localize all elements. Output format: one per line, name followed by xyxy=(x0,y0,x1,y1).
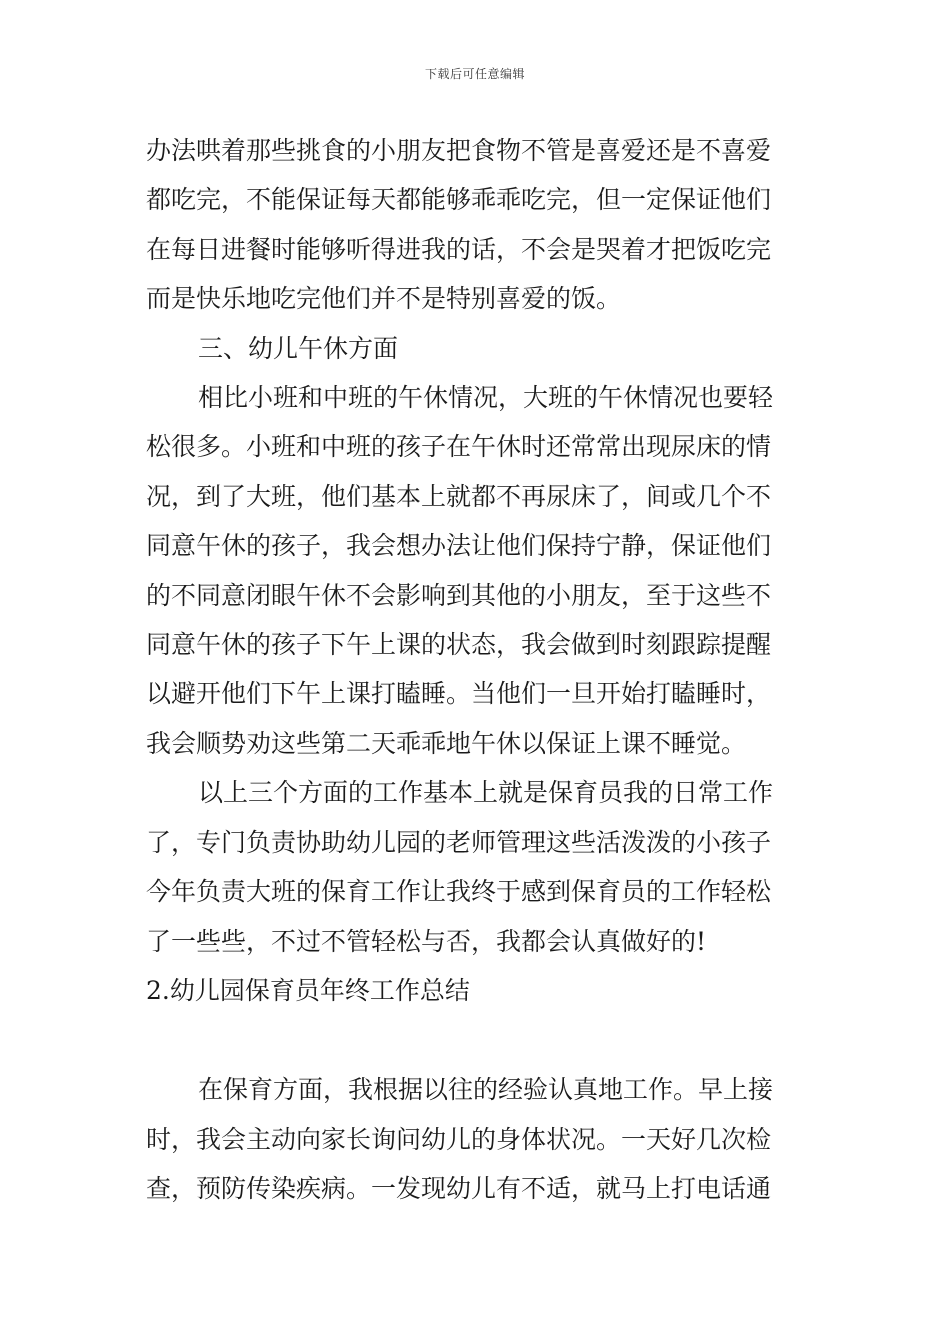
text-line: 我会顺势劝这些第二天乖乖地午休以保证上课不睡觉。 xyxy=(146,728,747,758)
section-heading xyxy=(146,324,808,373)
text-line: 在保育方面，我根据以往的经验认真地工作。早上接 xyxy=(198,1075,774,1105)
text-line: 了，专门负责协助幼儿园的老师管理这些活泼泼的小孩子 xyxy=(146,827,772,857)
paragraph xyxy=(146,126,808,324)
text-line: 以避开他们下午上课打瞌睡。当他们一旦开始打瞌睡时， xyxy=(146,679,772,709)
text-line: 松很多。小班和中班的孩子在午休时还常常出现尿床的情 xyxy=(146,432,772,462)
paragraph xyxy=(146,373,808,768)
text-line: 相比小班和中班的午休情况，大班的午休情况也要轻 xyxy=(198,383,774,413)
text-line: 同意午休的孩子，我会想办法让他们保持宁静，保证他们 xyxy=(146,531,772,561)
text-line: 同意午休的孩子下午上课的状态，我会做到时刻跟踪提醒 xyxy=(146,630,772,660)
text-line: 时，我会主动向家长询问幼儿的身体状况。一天好几次检 xyxy=(146,1124,772,1154)
page-header-note: 下载后可任意编辑 xyxy=(424,67,525,81)
text-line: 都吃完，不能保证每天都能够乖乖吃完，但一定保证他们 xyxy=(146,185,772,215)
document-body xyxy=(146,126,808,1214)
text-line: 了一些些，不过不管轻松与否，我都会认真做好的! xyxy=(146,926,707,956)
text-line: 办法哄着那些挑食的小朋友把食物不管是喜爱还是不喜爱 xyxy=(146,136,772,165)
blank-line xyxy=(146,1015,808,1065)
text-line: 查，预防传染疾病。一发现幼儿有不适，就马上打电话通 xyxy=(146,1174,772,1204)
paragraph xyxy=(146,768,808,966)
text-line: 三、幼儿午休方面 xyxy=(198,333,399,363)
text-line: 在每日进餐时能够听得进我的话，不会是哭着才把饭吃完 xyxy=(146,234,772,264)
text-line: 以上三个方面的工作基本上就是保育员我的日常工作 xyxy=(198,778,774,808)
text-line: 今年负责大班的保育工作让我终于感到保育员的工作轻松 xyxy=(146,877,772,907)
text-line: 况，到了大班，他们基本上就都不再尿床了，间或几个不 xyxy=(146,481,772,511)
paragraph xyxy=(146,1065,808,1213)
text-line: 的不同意闭眼午休不会影响到其他的小朋友，至于这些不 xyxy=(146,580,772,610)
text-line: 2.幼儿园保育员年终工作总结 xyxy=(146,975,470,1005)
text-line: 而是快乐地吃完他们并不是特别喜爱的饭。 xyxy=(146,284,622,314)
section-title xyxy=(146,966,808,1015)
